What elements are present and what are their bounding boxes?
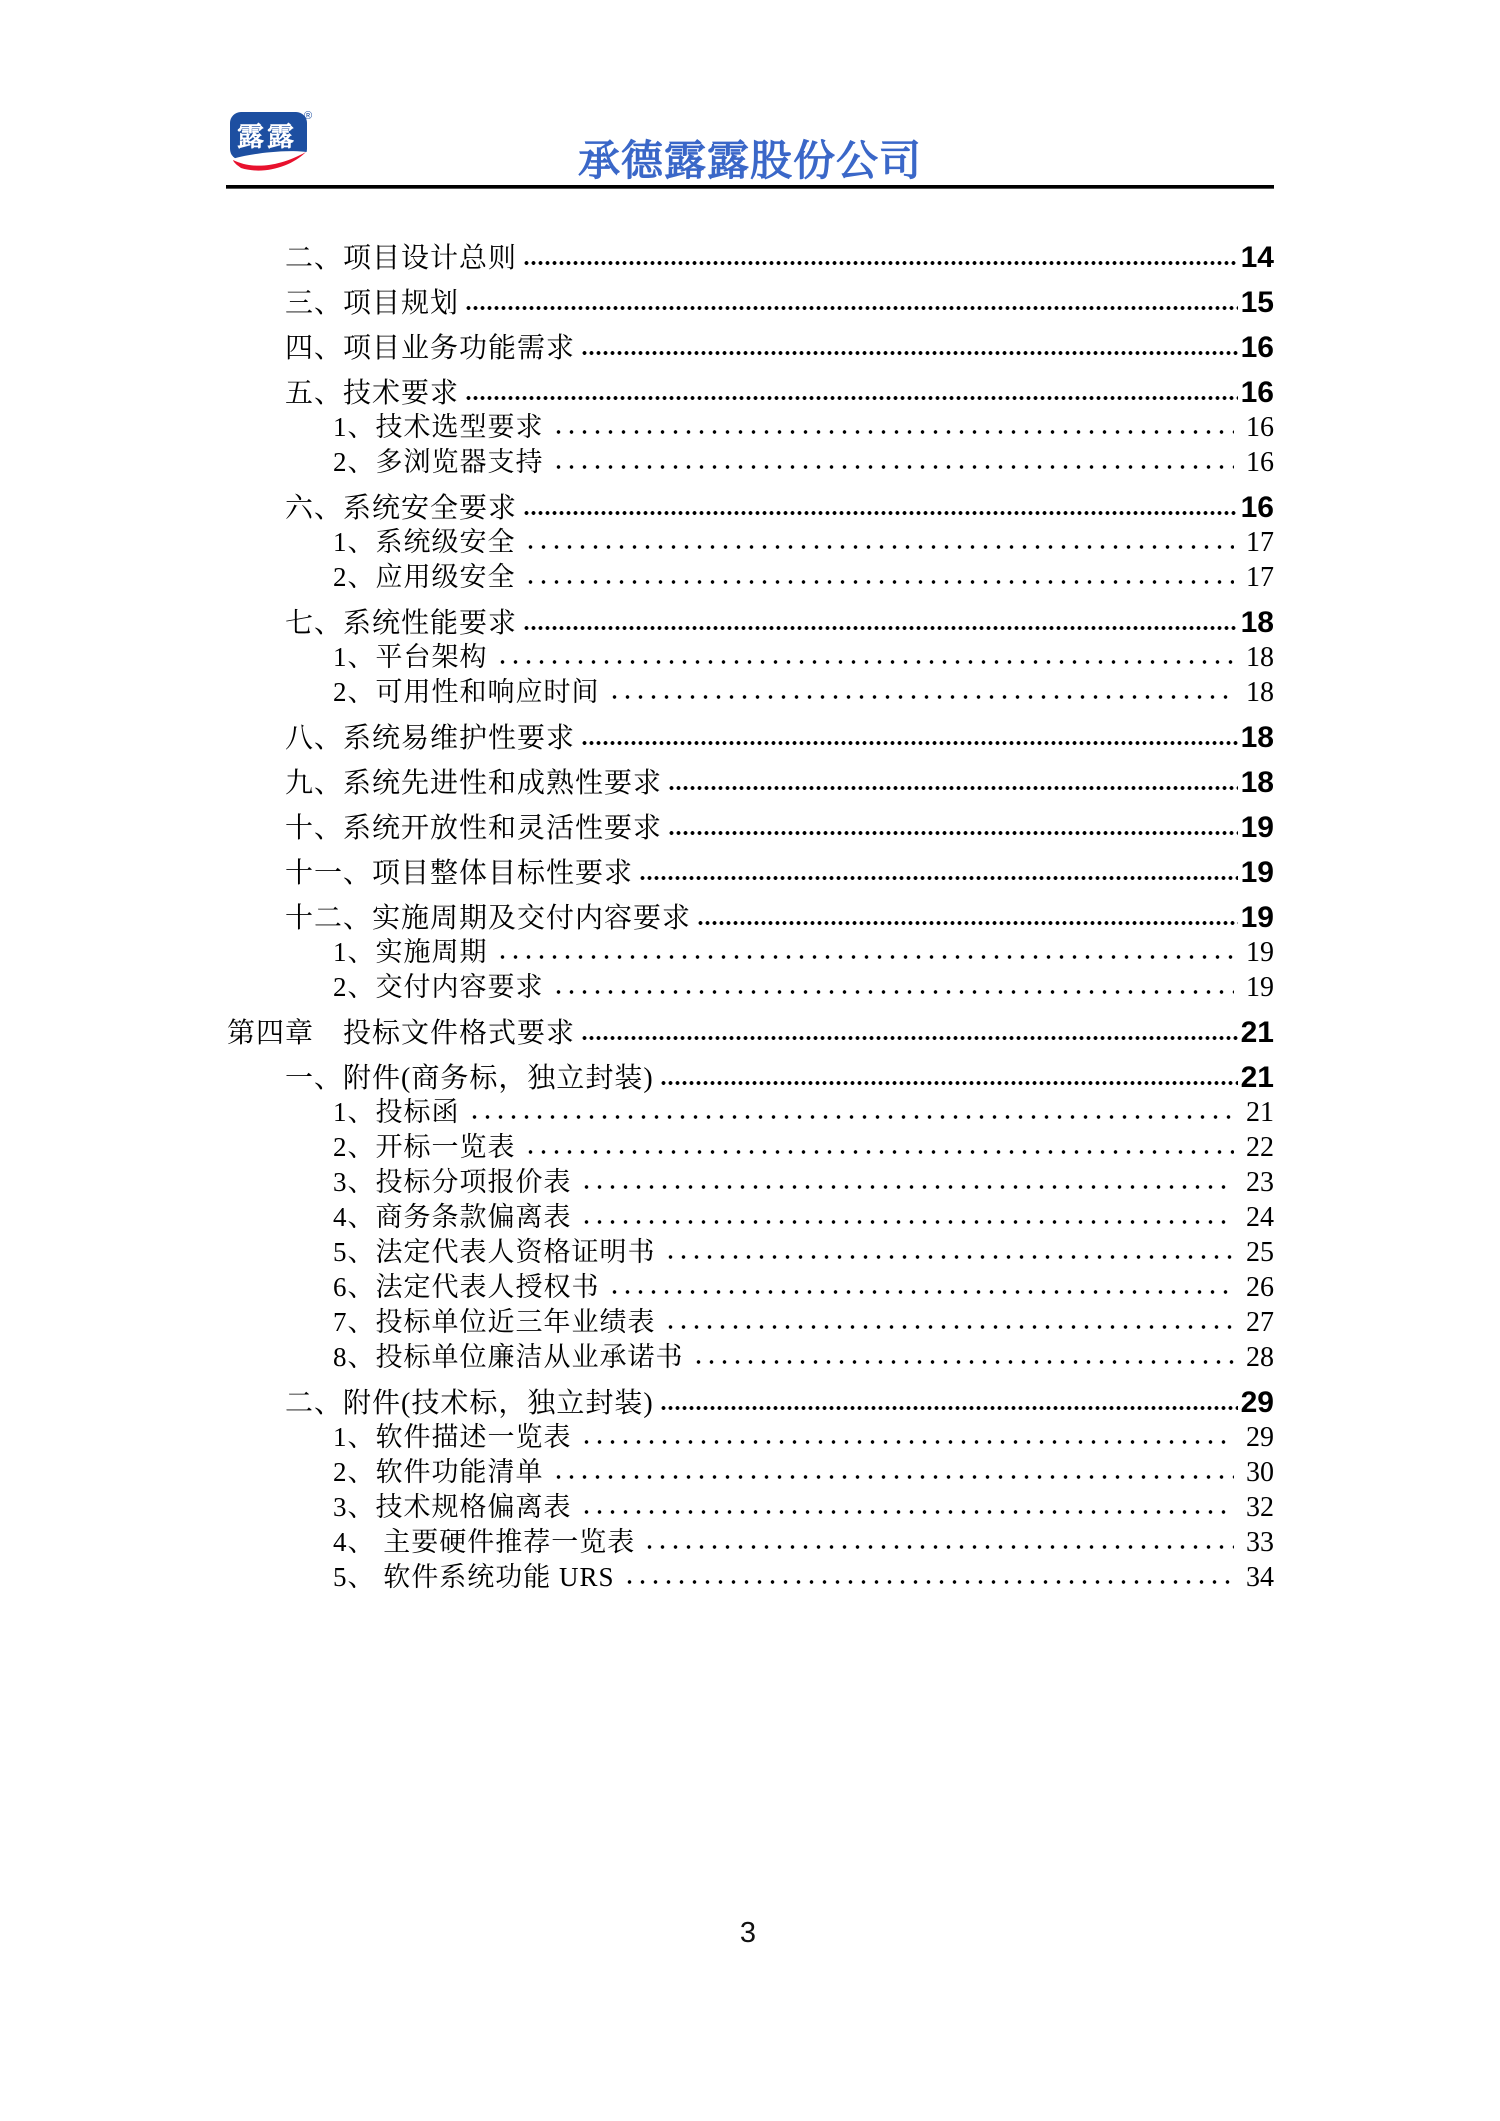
toc-entry-page: 29: [1246, 1422, 1274, 1453]
toc-entry-label: 一、附件(商务标，独立封装): [285, 1063, 654, 1094]
toc-entry: [285, 765, 1274, 800]
toc-entry: [333, 1200, 1274, 1235]
toc-entry: [227, 1015, 1274, 1050]
toc-entry: [333, 1525, 1274, 1560]
toc-entry-page: 18: [1246, 642, 1274, 673]
toc-entry-page: 18: [1240, 606, 1274, 639]
toc-entry: [333, 1420, 1274, 1455]
toc-entry-leader: [496, 658, 1235, 666]
toc-entry-leader: [523, 509, 1238, 517]
toc-entry-leader: [552, 1473, 1235, 1481]
toc-entry-label: 二、项目设计总则: [285, 243, 518, 274]
toc-entry-page: 34: [1246, 1562, 1274, 1593]
toc-entry: [285, 330, 1274, 365]
toc-entry-page: 24: [1246, 1202, 1274, 1233]
toc-entry: [333, 1165, 1274, 1200]
toc-entry-label: 五、技术要求: [285, 378, 460, 409]
toc-entry-label: 6、法定代表人授权书: [333, 1272, 600, 1302]
toc-entry: [333, 1455, 1274, 1490]
toc-entry-page: 19: [1246, 937, 1274, 968]
toc-entry-leader: [468, 1113, 1235, 1121]
toc-entry-page: 29: [1240, 1386, 1274, 1419]
toc-entry: [285, 285, 1274, 320]
toc-entry-label: 三、项目规划: [285, 288, 460, 319]
toc-entry: [333, 525, 1274, 560]
toc-entry: [333, 560, 1274, 595]
toc-entry: [285, 490, 1274, 525]
toc-entry: [333, 1095, 1274, 1130]
toc-entry-leader: [643, 1543, 1234, 1551]
toc-entry: [285, 375, 1274, 410]
toc-entry-leader: [639, 874, 1238, 882]
toc-entry-label: 六、系统安全要求: [285, 493, 518, 524]
toc-entry-label: 4、商务条款偏离表: [333, 1202, 572, 1232]
toc-entry: [285, 240, 1274, 275]
toc-entry-label: 2、交付内容要求: [333, 972, 544, 1002]
toc-entry-label: 七、系统性能要求: [285, 608, 518, 639]
toc-entry-leader: [524, 578, 1235, 586]
svg-text:®: ®: [303, 110, 313, 122]
toc-entry-page: 18: [1240, 766, 1274, 799]
toc-entry-page: 16: [1246, 412, 1274, 443]
toc-entry-page: 21: [1246, 1097, 1274, 1128]
toc-entry-leader: [623, 1578, 1234, 1586]
toc-entry: [285, 605, 1274, 640]
toc-entry-leader: [524, 1148, 1235, 1156]
toc: [227, 230, 1274, 1595]
toc-entry-leader: [552, 463, 1235, 471]
toc-entry-label: 2、多浏览器支持: [333, 447, 544, 477]
toc-entry-leader: [465, 394, 1238, 402]
toc-entry-leader: [523, 259, 1238, 267]
toc-entry-label: 十二、实施周期及交付内容要求: [285, 903, 692, 934]
toc-entry-page: 26: [1246, 1272, 1274, 1303]
toc-entry-page: 19: [1246, 972, 1274, 1003]
toc-entry-leader: [608, 1288, 1235, 1296]
toc-entry-leader: [580, 1183, 1235, 1191]
toc-entry-page: 28: [1246, 1342, 1274, 1373]
toc-entry-label: 1、技术选型要求: [333, 412, 544, 442]
toc-entry-page: 21: [1240, 1016, 1274, 1049]
toc-entry-label: 1、实施周期: [333, 937, 488, 967]
toc-entry-leader: [581, 349, 1238, 357]
toc-entry-page: 16: [1240, 376, 1274, 409]
toc-entry: [285, 855, 1274, 890]
toc-entry: [333, 1340, 1274, 1375]
toc-entry-page: 18: [1246, 677, 1274, 708]
toc-entry-page: 21: [1240, 1061, 1274, 1094]
toc-entry-page: 16: [1246, 447, 1274, 478]
toc-entry-label: 3、技术规格偏离表: [333, 1492, 572, 1522]
toc-entry: [333, 410, 1274, 445]
toc-entry-label: 8、投标单位廉洁从业承诺书: [333, 1342, 684, 1372]
toc-entry-label: 5、法定代表人资格证明书: [333, 1237, 656, 1267]
toc-entry-leader: [524, 543, 1235, 551]
toc-entry-leader: [580, 1218, 1235, 1226]
toc-entry-page: 27: [1246, 1307, 1274, 1338]
toc-entry-label: 第四章 投标文件格式要求: [227, 1018, 576, 1049]
toc-entry-leader: [668, 784, 1238, 792]
toc-entry-label: 2、软件功能清单: [333, 1457, 544, 1487]
toc-entry: [285, 810, 1274, 845]
toc-entry-page: 19: [1240, 811, 1274, 844]
toc-entry-leader: [664, 1253, 1235, 1261]
toc-entry-label: 4、 主要硬件推荐一览表: [333, 1527, 636, 1557]
header-divider: [226, 185, 1274, 189]
toc-entry: [333, 1305, 1274, 1340]
toc-entry-page: 17: [1246, 562, 1274, 593]
toc-entry-label: 1、投标函: [333, 1097, 460, 1127]
toc-entry-label: 八、系统易维护性要求: [285, 723, 576, 754]
toc-entry-leader: [608, 693, 1235, 701]
toc-entry-page: 18: [1240, 721, 1274, 754]
toc-entry-label: 3、投标分项报价表: [333, 1167, 572, 1197]
toc-entry: [333, 1270, 1274, 1305]
toc-entry-label: 四、项目业务功能需求: [285, 333, 576, 364]
toc-entry-label: 1、软件描述一览表: [333, 1422, 572, 1452]
toc-entry-page: 17: [1246, 527, 1274, 558]
toc-entry-leader: [581, 1034, 1238, 1042]
toc-entry-label: 十一、项目整体目标性要求: [285, 858, 634, 889]
toc-entry-page: 32: [1246, 1492, 1274, 1523]
toc-entry-leader: [465, 304, 1238, 312]
toc-entry-page: 33: [1246, 1527, 1274, 1558]
toc-entry-label: 2、应用级安全: [333, 562, 516, 592]
toc-entry-page: 25: [1246, 1237, 1274, 1268]
toc-entry-label: 1、平台架构: [333, 642, 488, 672]
toc-entry: [285, 1385, 1274, 1420]
toc-entry-leader: [664, 1323, 1235, 1331]
toc-entry-label: 7、投标单位近三年业绩表: [333, 1307, 656, 1337]
toc-entry-label: 九、系统先进性和成熟性要求: [285, 768, 663, 799]
toc-entry: [333, 1560, 1274, 1595]
toc-entry-label: 5、 软件系统功能 URS: [333, 1562, 615, 1592]
toc-entry-page: 16: [1240, 491, 1274, 524]
toc-entry-page: 23: [1246, 1167, 1274, 1198]
toc-entry-leader: [668, 829, 1238, 837]
toc-entry: [333, 640, 1274, 675]
toc-entry-leader: [660, 1079, 1238, 1087]
toc-entry-leader: [580, 1438, 1235, 1446]
toc-entry-page: 19: [1240, 901, 1274, 934]
company-name: 承德露露股份公司: [577, 137, 922, 184]
toc-entry-label: 1、系统级安全: [333, 527, 516, 557]
toc-entry: [333, 935, 1274, 970]
toc-entry-leader: [660, 1404, 1238, 1412]
toc-entry-page: 15: [1240, 286, 1274, 319]
toc-entry-label: 二、附件(技术标，独立封装): [285, 1388, 654, 1419]
toc-entry-leader: [581, 739, 1238, 747]
toc-entry: [333, 1490, 1274, 1525]
toc-entry: [285, 720, 1274, 755]
toc-entry: [333, 445, 1274, 480]
toc-entry-leader: [496, 953, 1235, 961]
toc-entry-leader: [580, 1508, 1235, 1516]
toc-entry-page: 22: [1246, 1132, 1274, 1163]
toc-entry-label: 2、可用性和响应时间: [333, 677, 600, 707]
svg-text:露露: 露露: [237, 122, 297, 152]
toc-entry-label: 2、开标一览表: [333, 1132, 516, 1162]
toc-entry: [333, 675, 1274, 710]
toc-entry-leader: [552, 988, 1235, 996]
toc-entry-leader: [697, 919, 1238, 927]
toc-entry-page: 14: [1240, 241, 1274, 274]
toc-entry-label: 十、系统开放性和灵活性要求: [285, 813, 663, 844]
toc-entry-leader: [523, 624, 1238, 632]
footer-page-number: 3: [739, 1917, 757, 1949]
toc-entry-page: 30: [1246, 1457, 1274, 1488]
toc-entry: [333, 970, 1274, 1005]
toc-entry-leader: [552, 428, 1235, 436]
toc-entry: [285, 900, 1274, 935]
toc-entry: [333, 1235, 1274, 1270]
toc-entry-leader: [692, 1358, 1235, 1366]
toc-entry: [333, 1130, 1274, 1165]
toc-entry-page: 19: [1240, 856, 1274, 889]
toc-entry-page: 16: [1240, 331, 1274, 364]
toc-entry: [285, 1060, 1274, 1095]
